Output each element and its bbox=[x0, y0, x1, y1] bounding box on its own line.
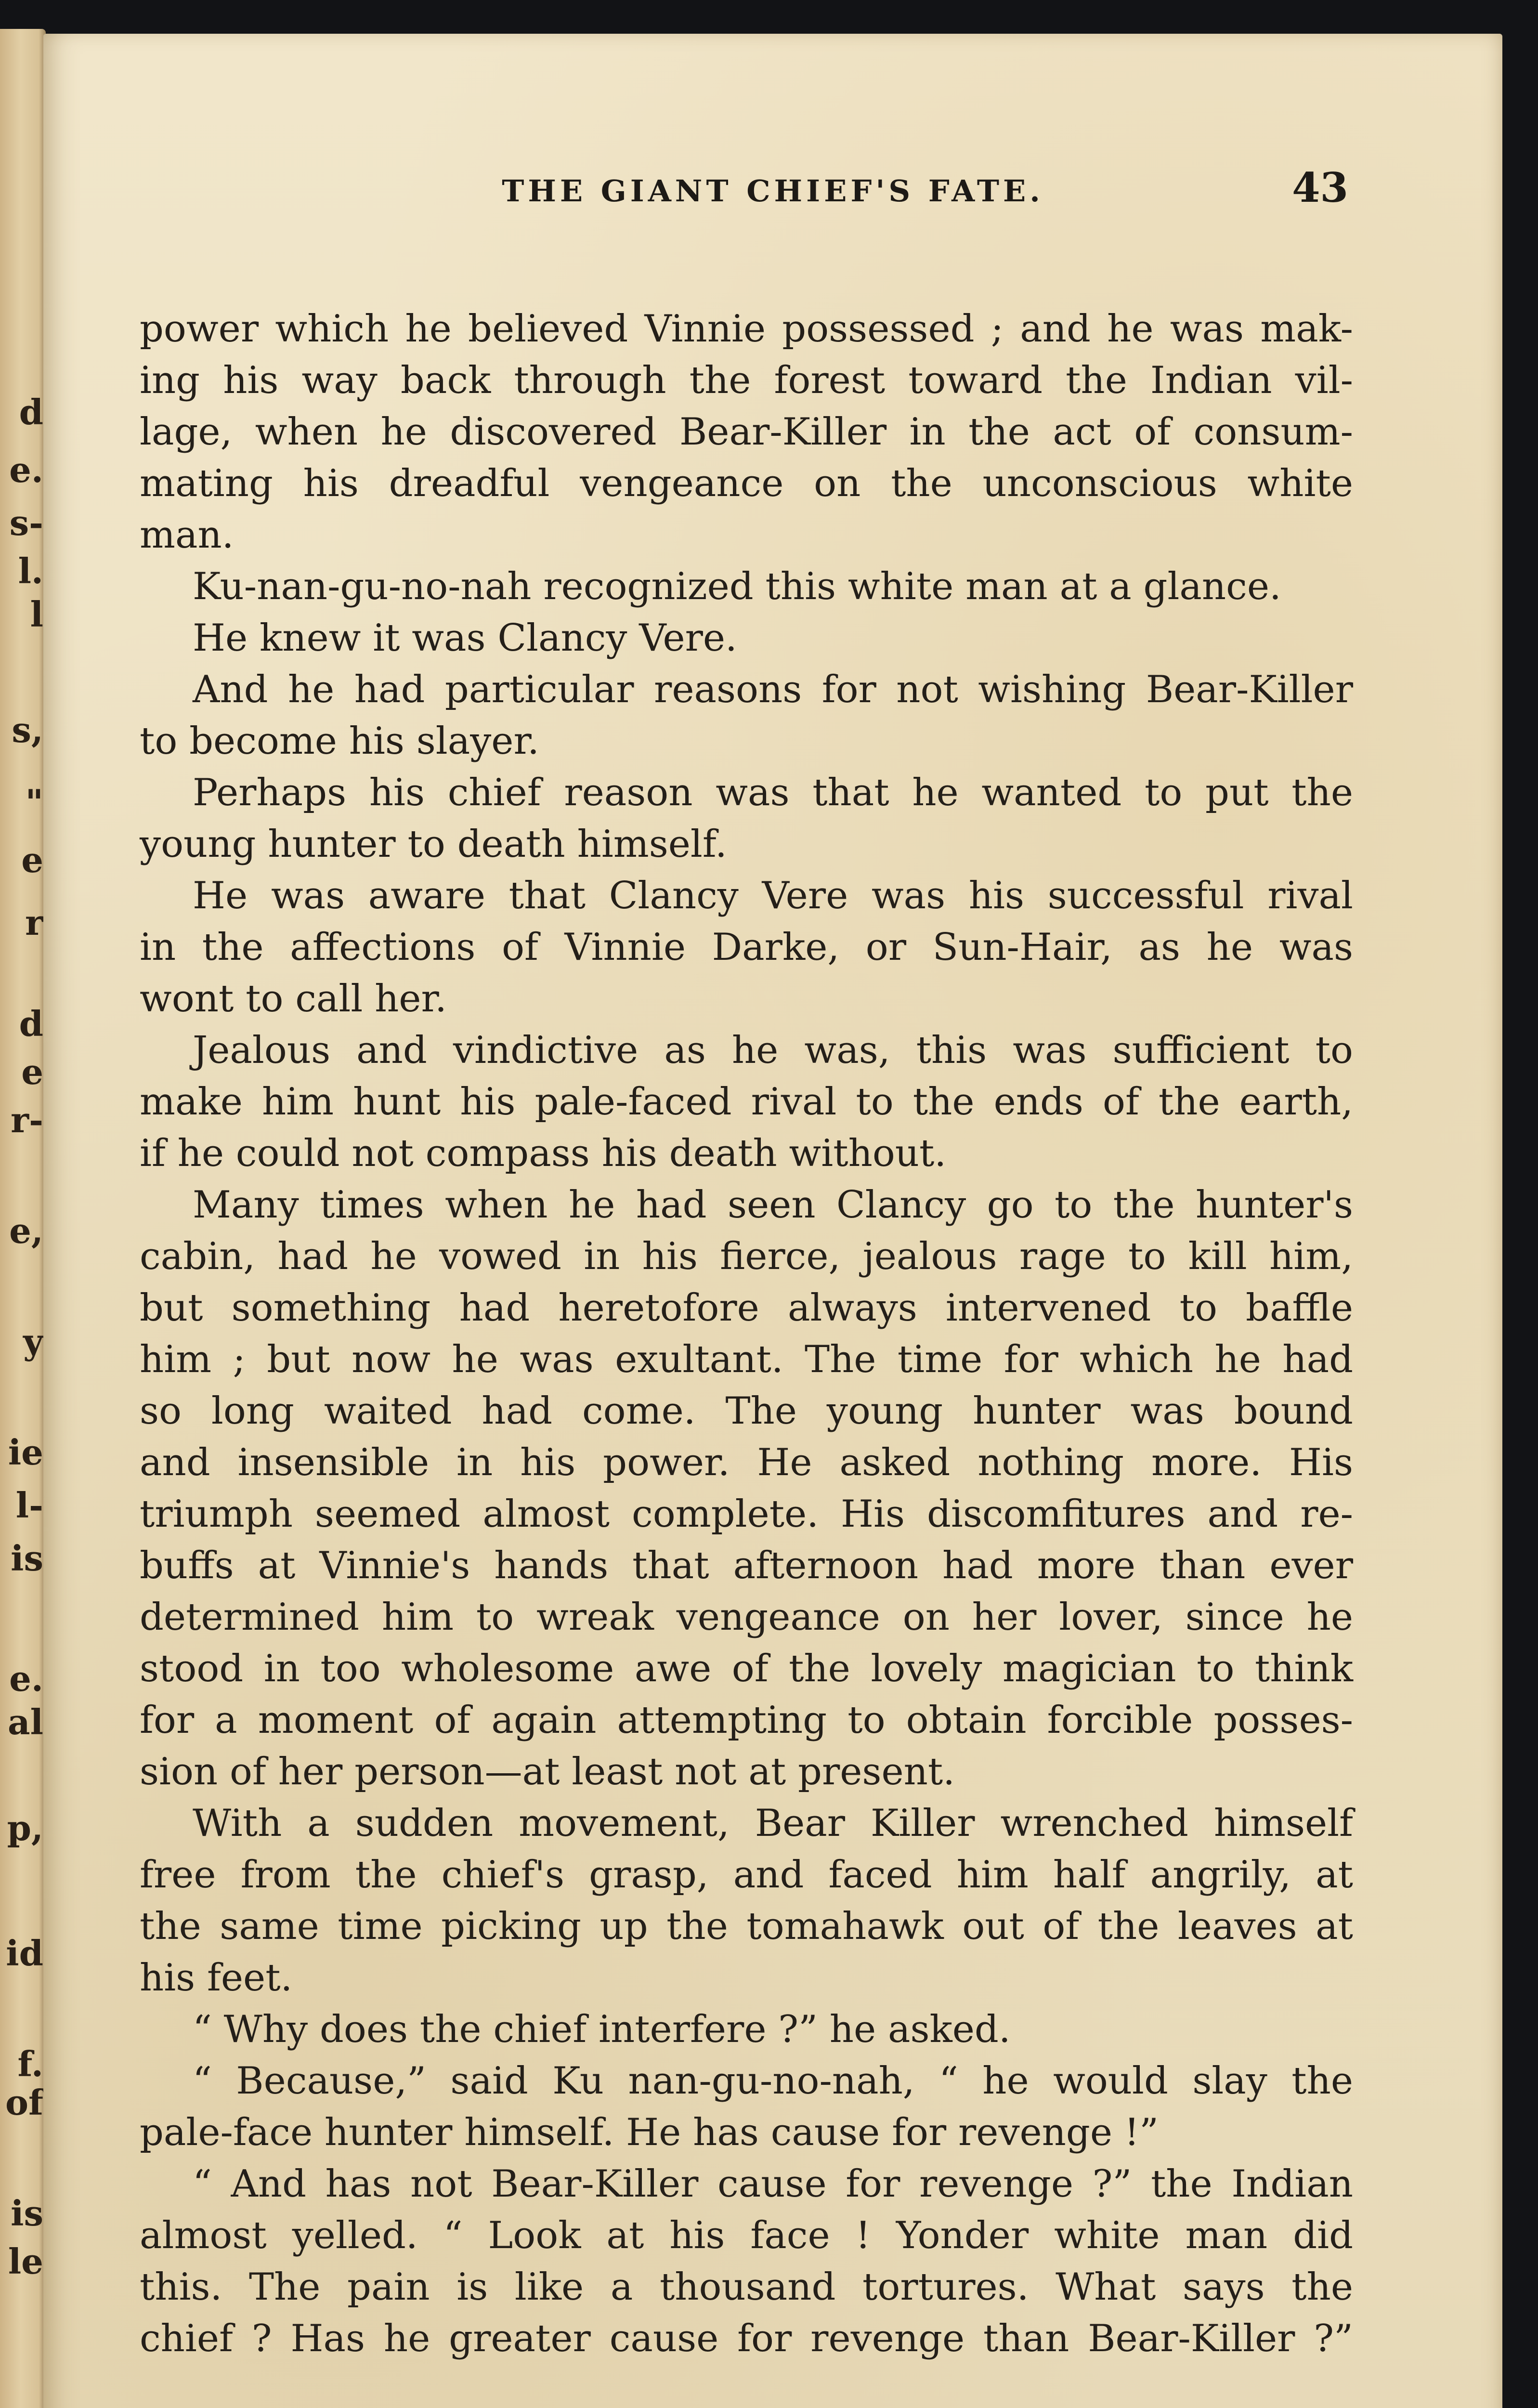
previous-page-fragment: is bbox=[11, 1538, 43, 1579]
text-line: if he could not compass his death without. bbox=[140, 1132, 947, 1175]
previous-page-fragment: of bbox=[5, 2082, 43, 2123]
text-line: He was aware that Clancy Vere was his successful rival bbox=[193, 874, 1353, 917]
previous-page-fragment: r bbox=[25, 902, 43, 943]
previous-page-fragment: l. bbox=[18, 550, 43, 591]
text-line: lage, when he discovered Bear-Killer in the act of consum- bbox=[140, 410, 1353, 454]
text-line: Many times when he had seen Clancy go to the hunter's bbox=[193, 1183, 1353, 1227]
running-title: THE GIANT CHIEF'S FATE. bbox=[502, 173, 1044, 209]
previous-page-fragment: p, bbox=[7, 1807, 43, 1848]
text-line: cabin, had he vowed in his fierce, jealous rage to kill him, bbox=[140, 1235, 1353, 1278]
text-line: almost yelled. “ Look at his face ! Yonder white man did bbox=[140, 2214, 1353, 2257]
text-line: sion of her person—at least not at present. bbox=[140, 1750, 955, 1793]
text-line: “ Why does the chief interfere ?” he asked. bbox=[193, 2008, 1011, 2051]
previous-page-fragment: al bbox=[7, 1701, 43, 1742]
text-line: mating his dreadful vengeance on the unconscious white bbox=[140, 462, 1353, 505]
text-line: He knew it was Clancy Vere. bbox=[193, 616, 737, 660]
text-line: Ku-nan-gu-no-nah recognized this white man at a glance. bbox=[193, 565, 1281, 608]
previous-page-fragment: l bbox=[30, 594, 43, 635]
text-line: for a moment of again attempting to obtain forcible posses- bbox=[140, 1699, 1353, 1742]
text-line: make him hunt his pale-faced rival to the ends of the earth, bbox=[140, 1080, 1353, 1124]
previous-page-fragment: e. bbox=[9, 1658, 43, 1699]
text-line: buffs at Vinnie's hands that afternoon had more than ever bbox=[140, 1544, 1353, 1587]
page-number: 43 bbox=[1292, 164, 1348, 211]
previous-page-fragment: d bbox=[19, 1003, 43, 1044]
previous-page-fragment: ie bbox=[8, 1432, 43, 1473]
text-line: “ And has not Bear-Killer cause for revenge ?” the Indian bbox=[193, 2162, 1353, 2206]
text-line: “ Because,” said Ku nan-gu-no-nah, “ he would slay the bbox=[193, 2059, 1353, 2103]
text-line: this. The pain is like a thousand tortures. What says the bbox=[140, 2265, 1353, 2309]
text-line: determined him to wreak vengeance on her lover, since he bbox=[140, 1596, 1353, 1639]
text-line: but something had heretofore always intervened to baffle bbox=[140, 1286, 1353, 1330]
previous-page-fragment: e, bbox=[9, 1210, 43, 1251]
text-line: Jealous and vindictive as he was, this was sufficient to bbox=[193, 1029, 1353, 1072]
previous-page-fragment: e. bbox=[9, 449, 43, 490]
previous-page-fragment: d bbox=[19, 392, 43, 432]
previous-page-fragment: le bbox=[8, 2241, 43, 2282]
text-line: his feet. bbox=[140, 1956, 293, 2000]
previous-page-fragment: s, bbox=[12, 709, 43, 750]
book-page bbox=[43, 34, 1502, 2408]
previous-page-fragment: r- bbox=[11, 1099, 43, 1140]
text-line: free from the chief's grasp, and faced him half angrily, at bbox=[140, 1853, 1353, 1897]
previous-page-fragment: e bbox=[21, 839, 43, 880]
text-line: stood in too wholesome awe of the lovely magician to think bbox=[140, 1647, 1353, 1690]
text-line: so long waited had come. The young hunter was bound bbox=[140, 1389, 1353, 1433]
text-line: pale-face hunter himself. He has cause for revenge !” bbox=[140, 2111, 1159, 2154]
previous-page-fragment: " bbox=[25, 782, 43, 823]
text-line: power which he believed Vinnie possessed ; and he was mak- bbox=[140, 307, 1353, 351]
text-line: and insensible in his power. He asked nothing more. His bbox=[140, 1441, 1353, 1484]
previous-page-fragment: id bbox=[6, 1933, 43, 1974]
text-line: Perhaps his chief reason was that he wanted to put the bbox=[193, 771, 1353, 814]
previous-page-fragment: y bbox=[23, 1321, 43, 1362]
text-line: in the affections of Vinnie Darke, or Sun-Hair, as he was bbox=[140, 926, 1353, 969]
body-text bbox=[140, 303, 1353, 2365]
text-line: With a sudden movement, Bear Killer wrenched himself bbox=[193, 1802, 1353, 1845]
previous-page-fragment: is bbox=[11, 2193, 43, 2234]
text-line: ing his way back through the forest toward the Indian vil- bbox=[140, 359, 1353, 402]
text-line: chief ? Has he greater cause for revenge than Bear-Killer ?” bbox=[140, 2317, 1353, 2360]
text-line: And he had particular reasons for not wishing Bear-Killer bbox=[193, 668, 1353, 711]
previous-page-fragment: l- bbox=[15, 1485, 43, 1526]
text-line: young hunter to death himself. bbox=[140, 823, 727, 866]
previous-page-fragment: e bbox=[21, 1051, 43, 1092]
text-line: man. bbox=[140, 513, 234, 557]
text-line: triumph seemed almost complete. His discomfitures and re- bbox=[140, 1492, 1353, 1536]
text-line: to become his slayer. bbox=[140, 720, 539, 763]
text-line: wont to call her. bbox=[140, 977, 447, 1021]
text-line: the same time picking up the tomahawk out of the leaves at bbox=[140, 1905, 1353, 1948]
previous-page-edge bbox=[0, 29, 46, 2408]
text-line: him ; but now he was exultant. The time for which he had bbox=[140, 1338, 1353, 1381]
previous-page-fragment: f. bbox=[17, 2043, 43, 2084]
previous-page-fragment: s- bbox=[9, 502, 43, 543]
